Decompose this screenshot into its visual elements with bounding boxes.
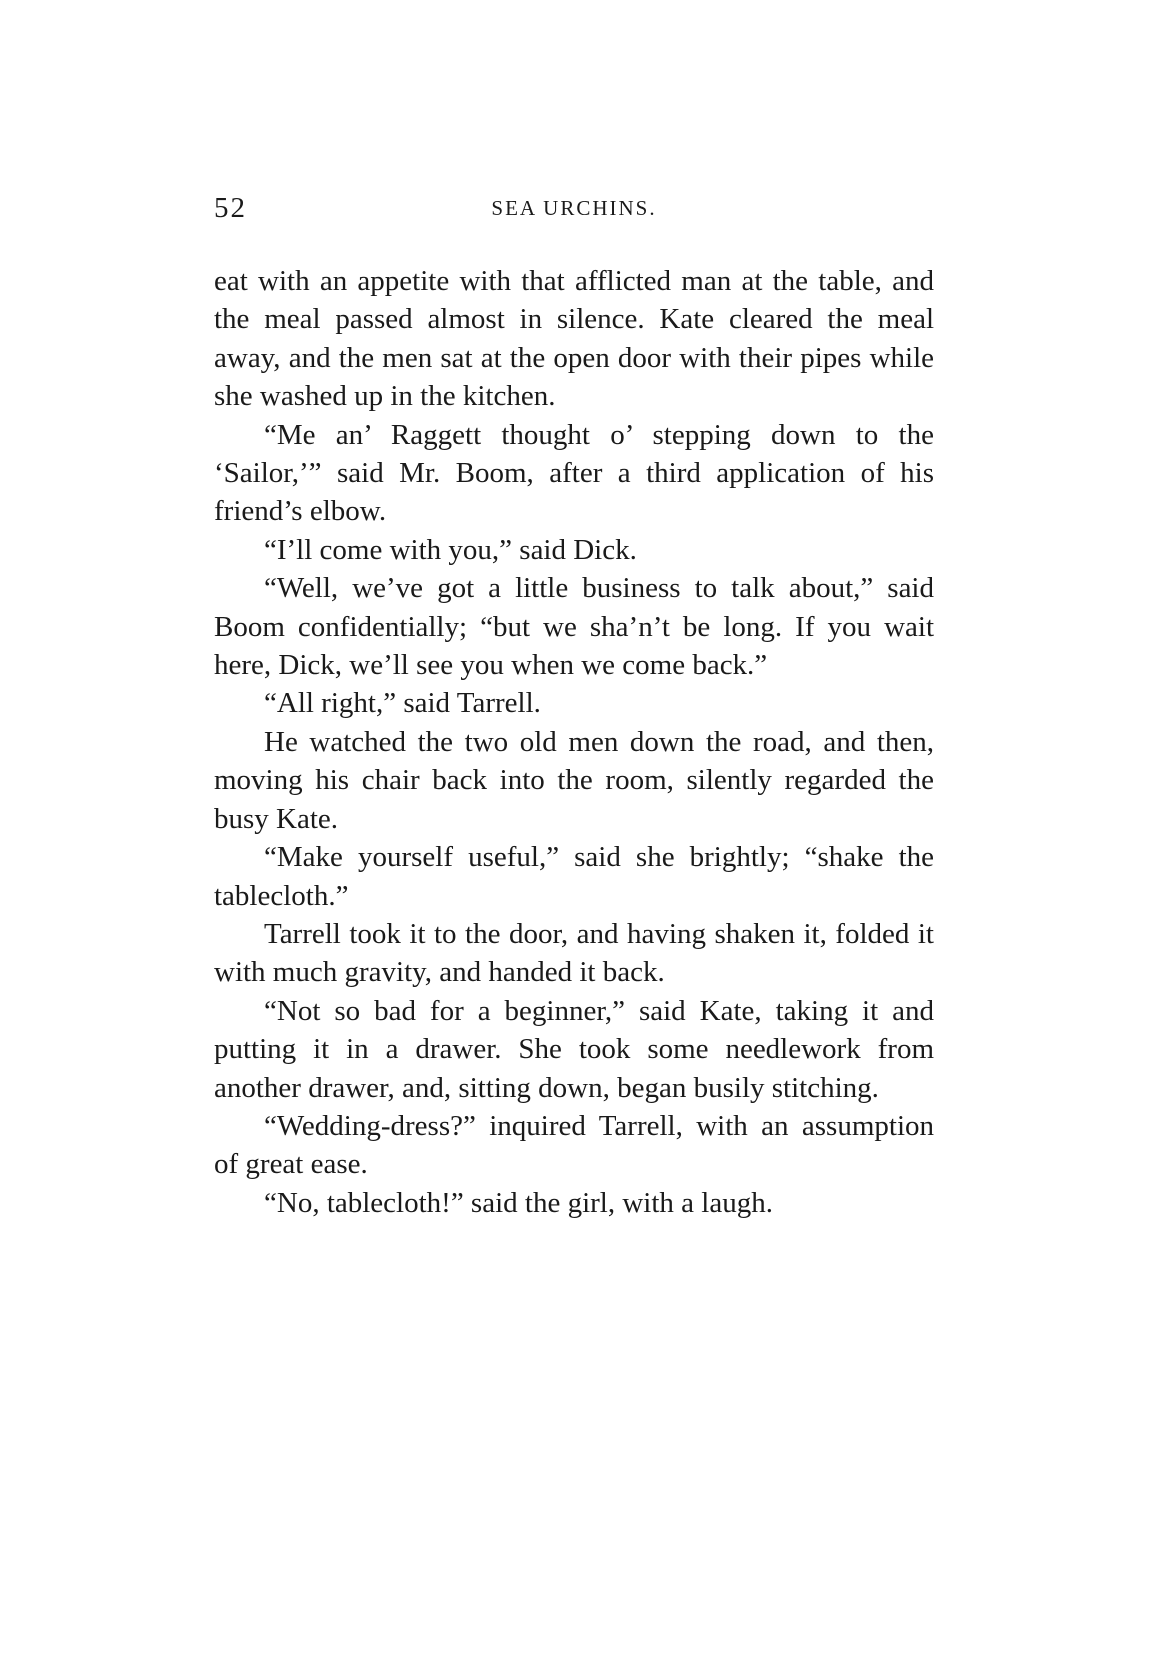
paragraph: “Make yourself useful,” said she brightly; “shake the tablecloth.” [214,841,934,912]
paragraph: “Me an’ Raggett thought o’ stepping down to the ‘Sailor,’” said Mr. Boom, after a third application of his friend’s elbow. [214,418,934,528]
paragraph: “Wedding-dress?” inquired Tarrell, with an assumption of great ease. [214,1109,934,1181]
page-number: 52 [214,192,247,224]
paragraph: “I’ll come with you,” said Dick. [264,533,637,566]
paragraph: “No, tablecloth!” said the girl, with a laugh. [264,1186,773,1219]
paragraph: He watched the two old men down the road, and then, moving his chair back into the room, silently regarded the busy Kate. [214,725,934,835]
paragraph: “All right,” said Tarrell. [264,687,541,720]
paragraph: “Not so bad for a beginner,” said Kate, taking it and putting it in a drawer. She took some needlework from another drawer, and, sitting down, began busily stitching. [214,994,934,1104]
body-text [214,262,934,1222]
running-title: SEA URCHINS. [491,196,657,220]
running-head [214,192,934,232]
paragraph: Tarrell took it to the door, and having shaken it, folded it with much gravity, and handed it back. [214,917,934,989]
paragraph: “Well, we’ve got a little business to talk about,” said Boom confidentially; “but we sha’n’t be long. If you wait here, Dick, we’ll see you when we come back.” [214,572,934,682]
paragraph: eat with an appetite with that afflicted man at the table, and the meal passed almost in silence. Kate cleared the meal away, and the men sat at the open door with their pipes while she washed up in the kitchen. [214,265,934,413]
